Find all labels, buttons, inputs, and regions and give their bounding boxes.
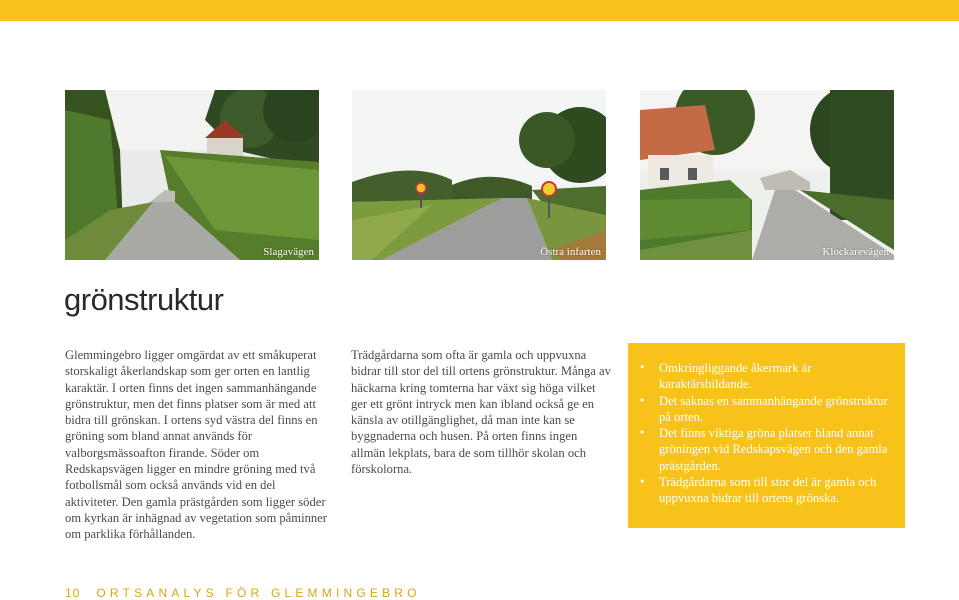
summary-item-text: Trädgårdarna som till stor del är gamla och uppvuxna bidrar till ortens grönska. [659,475,877,506]
summary-item-text: Det saknas en sammanhängande grönstruktur på orten. [659,393,888,424]
photo-caption: Slagavägen [263,246,314,258]
bullet-icon: • [639,361,646,374]
photo-klockarevagen [640,90,894,260]
footer-title: ORTSANALYS FÖR GLEMMINGEBRO [96,586,421,600]
summary-item-text: Det finns viktiga gröna platser bland annat gröningen vid Redskapsvägen och den gamla prästgården. [659,426,888,473]
body-text-column-1: Glemmingebro ligger omgärdat av ett småkuperat storskaligt åkerlandskap som ger orten en lantlig karaktär. I orten finns det ingen sammanhängande grönstruktur, men det finns platser som är med att bidra till grönskan. I ortens syd västra del finns en gröning som bland annat används för valborgsmässoafton firande. Söder om Redskapsvägen ligger en mindre gröning med två fotbollsmål som också används vid en del aktiviteter. Den gamla prästgården som ligger söder om kyrkan är inhägnad av vegetation som påminner om parklika förhållanden. [65,348,327,542]
photo-ostra-infarten-image [352,90,606,260]
page-heading: grönstruktur [64,282,224,317]
photo-slagavagen [65,90,319,260]
summary-item [638,393,895,426]
summary-item [638,360,895,393]
bullet-icon: • [639,475,646,489]
summary-item [638,425,895,474]
summary-item-text: Omkringliggande åkermark är karaktärsbildande. [659,361,812,392]
page-footer [65,586,421,600]
bullet-icon: • [639,426,646,440]
page-number: 10 [65,586,81,600]
photo-klockarevagen-image [640,90,894,260]
photo-caption: Klockarevägen [822,246,889,258]
summary-item [638,474,895,507]
top-accent-bar [0,0,959,21]
bullet-icon: • [639,393,646,407]
summary-list [638,360,895,507]
photo-slagavagen-image [65,90,319,260]
photo-caption: Östra infarten [540,246,601,258]
summary-box [628,343,905,528]
body-text-column-2: Trädgårdarna som ofta är gamla och uppvuxna bidrar till stor del till ortens grönstruktur. Många av häckarna kring tomterna har växt sig höga vilket ger ett grönt intryck men kan ibland också ge en känsla av otillgänglighet, då man inte kan se byggnaderna och husen. På orten finns ingen allmän lekplats, bara de som tillhör skolan och förskolorna. [351,348,611,477]
photo-ostra-infarten [352,90,606,260]
